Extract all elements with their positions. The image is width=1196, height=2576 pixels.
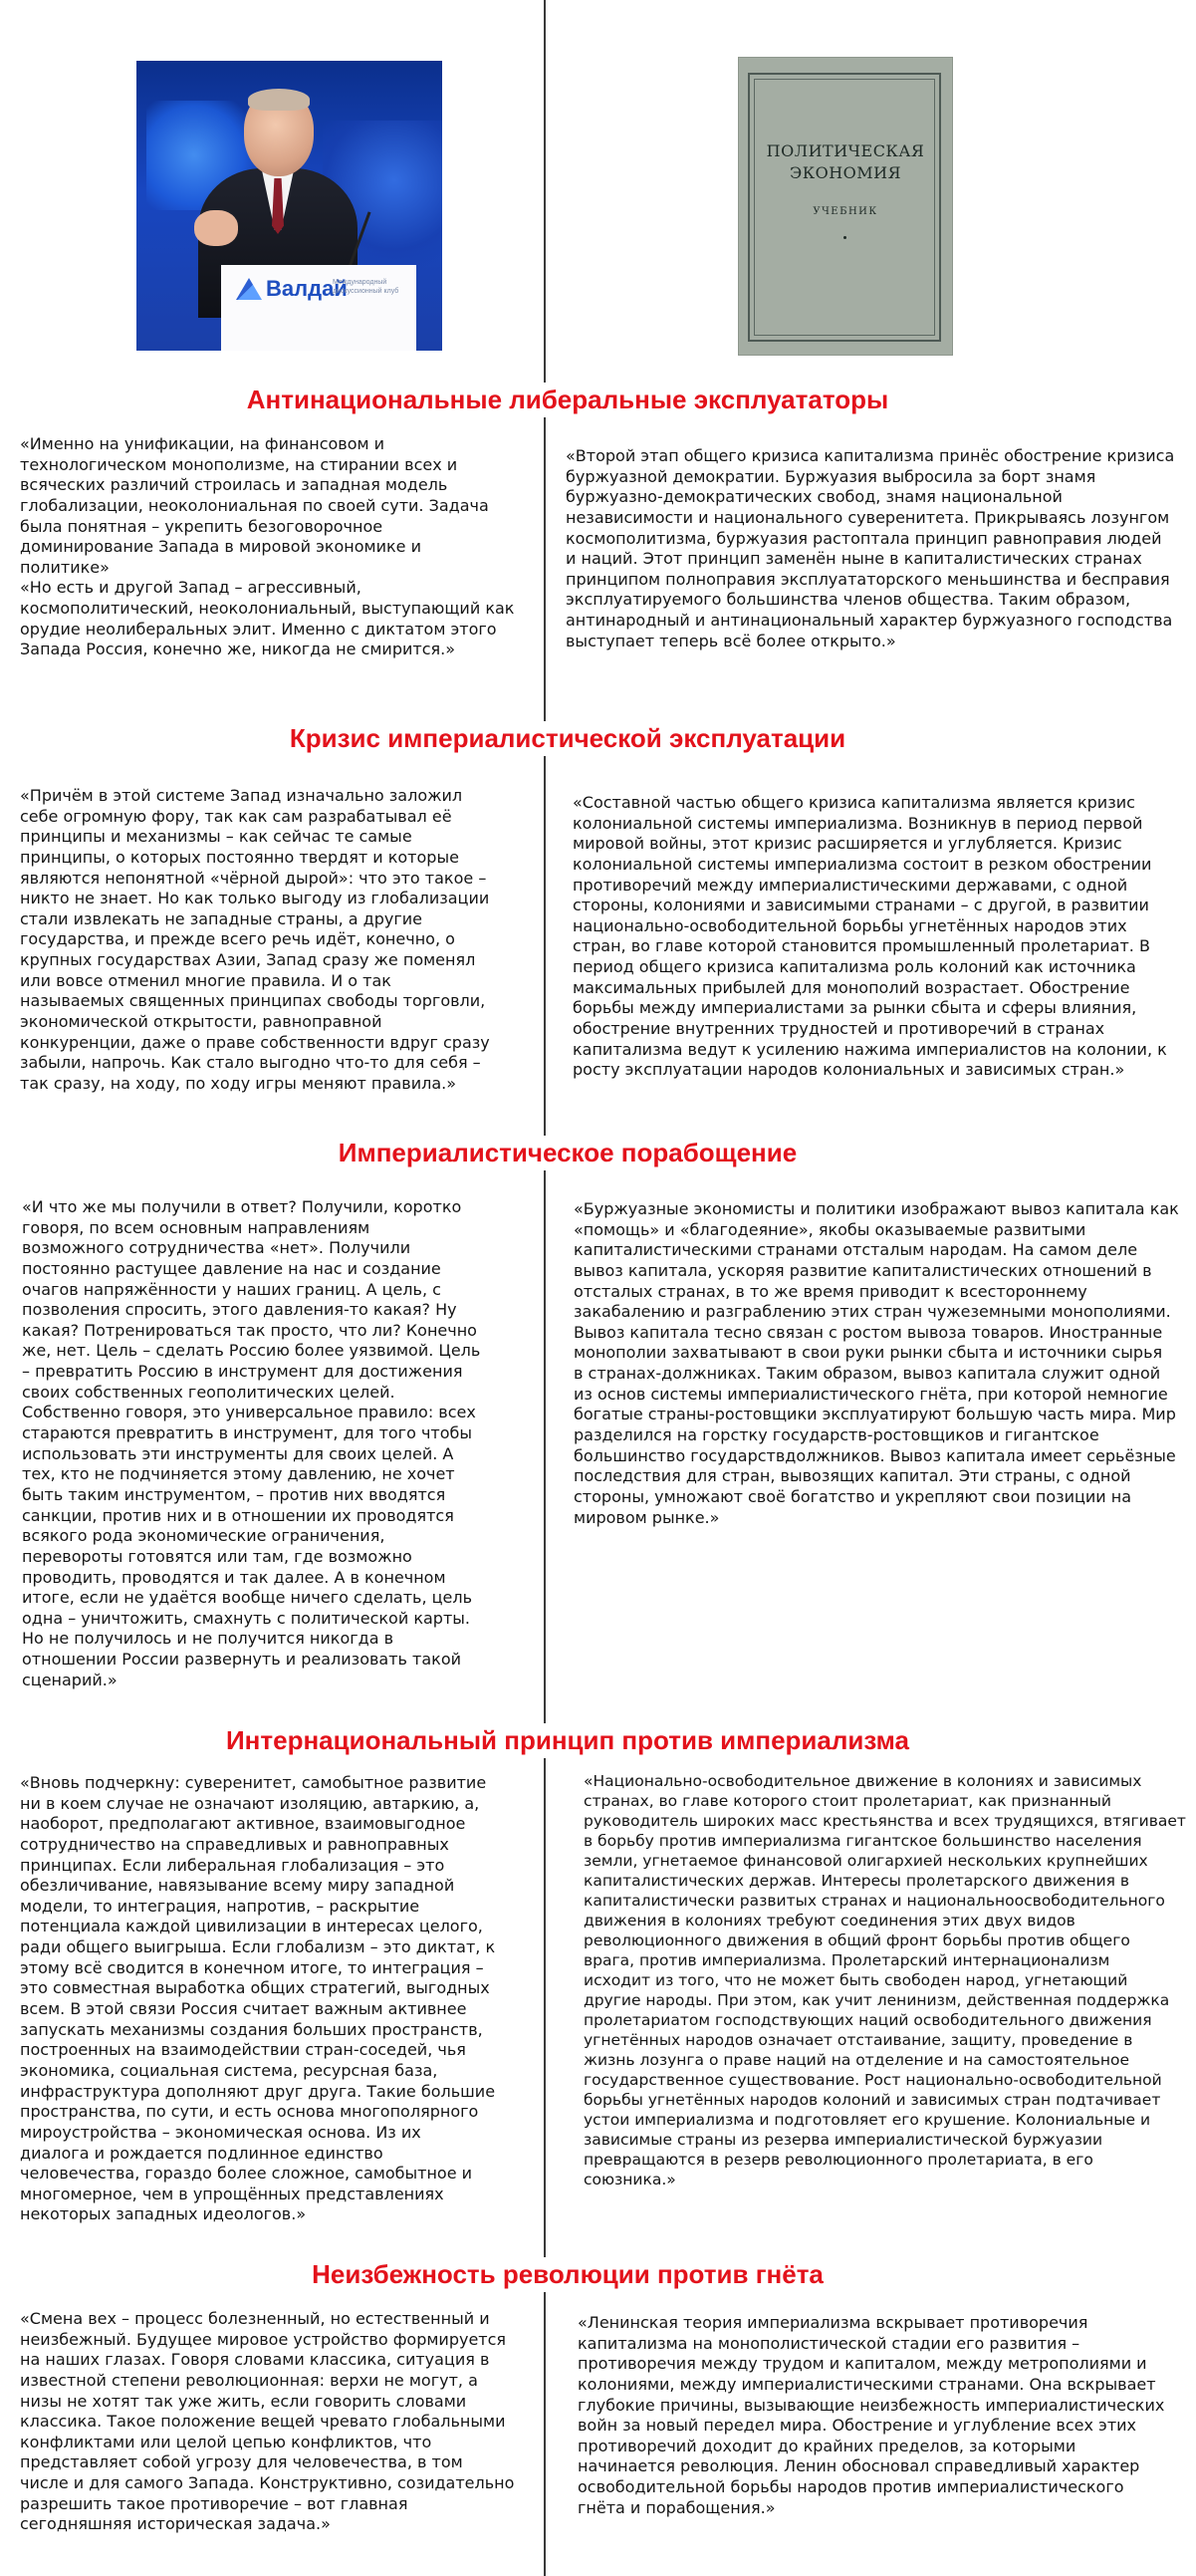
section-title: Неизбежность революции против гнёта — [0, 2257, 1135, 2292]
right-quote: «Второй этап общего кризиса капитализма принёс обострение кризиса буржуазной демократии. Буржуазия выбросила за борт знамя буржуазно-демократических свобод, знамя национальной независимости и национального суверенитета. Прикрываясь лозунгом космополитизма, буржуазия растоптала принцип равноправия людей и наций. Этот принцип заменён ныне в капиталистических странах принципом полноправия эксплуататорского меньшинства и бесправия эксплуатируемого большинства членов общества. Таким образом, антинародный и антинациональный характер буржуазного господства выступает теперь всё более открыто.» — [566, 446, 1175, 650]
right-quote: «Ленинская теория империализма вскрывает противоречия капитализма на монополистической стадии его развития – противоречия между трудом и капиталом, между метрополиями и колониями, между империалистическими странами. Она вскрывает глубокие причины, вызывающие неизбежность империалистических войн за новый передел мира. Обострение и углубление всех этих противоречий доходит до крайних пределов, за которыми начинается революция. Ленин обосновал справедливый характер освободительной борьбы народов против империалистического гнёта и порабощения.» — [578, 2313, 1165, 2517]
right-quote: «Составной частью общего кризиса капитализма является кризис колониальной системы империализма. Возникнув в период первой мировой войны, этот кризис расширяется и углубляется. Кризис колониальной системы империализма состоит в резком обострении противоречий между империалистическими державами, с одной стороны, колониями и зависимыми странами – с другой, в развитии национально-освободительной борьбы угнетённых народов этих стран, во главе которой становится промышленный пролетариат. В период общего кризиса капитализма роль колоний как источника максимальных прибылей для монополий возрастает. Обострение борьбы между империалистами за рынки сбыта и сферы влияния, обострение внутренних трудностей и противоречий в странах капитализма ведут к усилению нажима империалистов на колонии, к росту эксплуатации народов колониальных и зависимых стран.» — [573, 793, 1167, 1080]
right-quote: «Буржуазные экономисты и политики изображают вывоз капитала как «помощь» и «благодеяние», якобы оказываемые развитыми капиталистическими странами отсталым народам. На самом деле вывоз капитала, ускоряя развитие капиталистических отношений в отсталых странах, в то же время приводит к всестороннему закабалению и разграблению этих стран чужеземными монополиями. Вывоз капитала тесно связан с ростом вывоза товаров. Иностранные монополии захватывают в свои руки рынки сбыта и источники сырья в странах-должниках. Таким образом, вывоз капитала служит одной из основ системы империалистического гнёта, при которой немногие богатые страны-ростовщики эксплуатируют большую часть мира. Мир разделился на горстку государств-ростовщиков и гигантское большинство государствдолжников. Вывоз капитала имеет серьёзные последствия для стран, вывозящих капитал. Эти страны, с одной стороны, умножают своё богатство и укрепляют свои позиции на мировом рынке.» — [574, 1199, 1179, 1527]
section-title: Интернациональный принцип против империализма — [0, 1723, 1135, 1758]
book-cover — [738, 57, 953, 356]
speaker-photo — [136, 61, 442, 351]
book-title: ПОЛИТИЧЕСКАЯ ЭКОНОМИЯ — [766, 141, 925, 182]
speaker-hand — [194, 210, 238, 246]
book-dot — [843, 236, 846, 239]
book-subtitle: УЧЕБНИК — [813, 206, 878, 217]
podium-logo-subtext: Международный дискуссионный клуб — [333, 279, 399, 295]
section-title: Кризис империалистической эксплуатации — [0, 721, 1135, 756]
right-quote: «Национально-освободительное движение в колониях и зависимых странах, во главе которого стоит пролетариат, как признанный руководитель широких масс крестьянства и всех трудящихся, втягивает в борьбу против империализма гигантское большинство населения земли, угнетаемое финансовой олигархией нескольких крупнейших капиталистических держав. Интересы пролетарского движения в капиталистически развитых странах и национальноосвободительного движения в колониях требуют соединения этих двух видов революционного движения в общий фронт борьбы против общего врага, против империализма. Пролетарский интернационализм исходит из того, что не может быть свободен народ, угнетающий другие народы. При этом, как учит ленинизм, действенная поддержка пролетариатом господствующих наций освободительного движения угнетённых народов означает отстаивание, защиту, проведение в жизнь лозунга о праве наций на отделение и на самостоятельное государственное существование. Рост национально-освободительной борьбы угнетённых народов колоний и зависимых стран подтачивает устои империализма и подготовляет его крушение. Колониальные и зависимые страны из резерва империалистической буржуазии превращаются в резерв революционного пролетариата, в его союзника.» — [584, 1772, 1186, 2189]
speaker-hair — [248, 89, 310, 111]
podium-logo-text: Валдай — [266, 276, 348, 301]
left-quote: «Смена вех – процесс болезненный, но естественный и неизбежный. Будущее мировое устройство формируется на наших глазах. Говоря словами классика, ситуация в известной степени революционная: верхи не могут, а низы не хотят так уже жить, если говорить словами классика. Такое положение вещей чревато глобальными конфликтами или целой цепью конфликтов, что представляет собой угрозу для человечества, в том числе и для самого Запада. Конструктивно, созидательно разрешить такое противоречие – вот главная сегодняшняя историческая задача.» — [20, 2309, 515, 2534]
section-title: Империалистическое порабощение — [0, 1136, 1135, 1170]
section-title: Антинациональные либеральные эксплуататоры — [0, 383, 1135, 417]
left-quote: «Именно на унификации, на финансовом и технологическом монополизме, на стирании всех и всяческих различий строилась и западная модель глобализации, неоколониальная по своей сути. Задача была понятная – укрепить безоговорочное доминирование Запада в мировой экономике и политике» «Но есть и другой Запад – агрессивный, космополитический, неоколониальный, выступающий как орудие неолиберальных элит. Именно с диктатом этого Запада Россия, конечно же, никогда не смирится.» — [20, 434, 515, 659]
left-quote: «Вновь подчеркну: суверенитет, самобытное развитие ни в коем случае не означают изоляцию, автаркию, а, наоборот, предполагают активное, взаимовыгодное сотрудничество на справедливых и равноправных принципах. Если либеральная глобализация – это обезличивание, навязывание всему миру западной модели, то интеграция, напротив, – раскрытие потенциала каждой цивилизации в интересах целого, ради общего выигрыша. Если глобализм – это диктат, к этому всё сводится в конечном итоге, то интеграция – это совместная выработка общих стратегий, выгодных всем. В этой связи Россия считает важным активнее запускать механизмы создания больших пространств, построенных на взаимодействии стран-соседей, чья экономика, социальная система, ресурсная база, инфраструктура дополняют друг друга. Такие большие пространства, по сути, и есть основа многополярного мироустройства – экономическая основа. Из их диалога и рождается подлинное единство человечества, гораздо более сложное, самобытное и многомерное, чем в упрощённых представлениях некоторых западных идеологов.» — [20, 1773, 496, 2224]
left-quote: «Причём в этой системе Запад изначально заложил себе огромную фору, так как сам разрабатывал её принципы и механизмы – как сейчас те самые принципы, о которых постоянно твердят и которые являются непонятной «чёрной дырой»: что это такое – никто не знает. Но как только выгоду из глобализации стали извлекать не западные страны, а другие государства, и прежде всего речь идёт, конечно, о крупных государствах Азии, Запад сразу же поменял или вовсе отменил многие правила. И о так называемых священных принципах свободы торговли, экономической открытости, равноправной конкуренции, даже о праве собственности вдруг сразу забыли, напрочь. Как стало выгодно что-то для себя – так сразу, на ходу, по ходу игры меняют правила.» — [20, 786, 490, 1093]
left-quote: «И что же мы получили в ответ? Получили, коротко говоря, по всем основным направлениям возможного сотрудничества «нет». Получили постоянно растущее давление на нас и создание очагов напряжённости у наших границ. А цель, с позволения спросить, этого давления-то какая? Ну какая? Потренироваться так просто, что ли? Конечно же, нет. Цель – сделать Россию более уязвимой. Цель – превратить Россию в инструмент для достижения своих собственных геополитических целей. Собственно говоря, это универсальное правило: всех стараются превратить в инструмент, для того чтобы использовать эти инструменты для своих целей. А тех, кто не подчиняется этому давлению, не хочет быть таким инструментом, – против них вводятся санкции, против них и в отношении их проводятся всякого рода экономические ограничения, перевороты готовятся или там, где возможно проводить, проводятся и так далее. А в конечном итоге, если не удаётся вообще ничего сделать, цель одна – уничтожить, смахнуть с политической карты. Но не получилось и не получится никогда в отношении России развернуть и реализовать такой сценарий.» — [22, 1197, 481, 1689]
